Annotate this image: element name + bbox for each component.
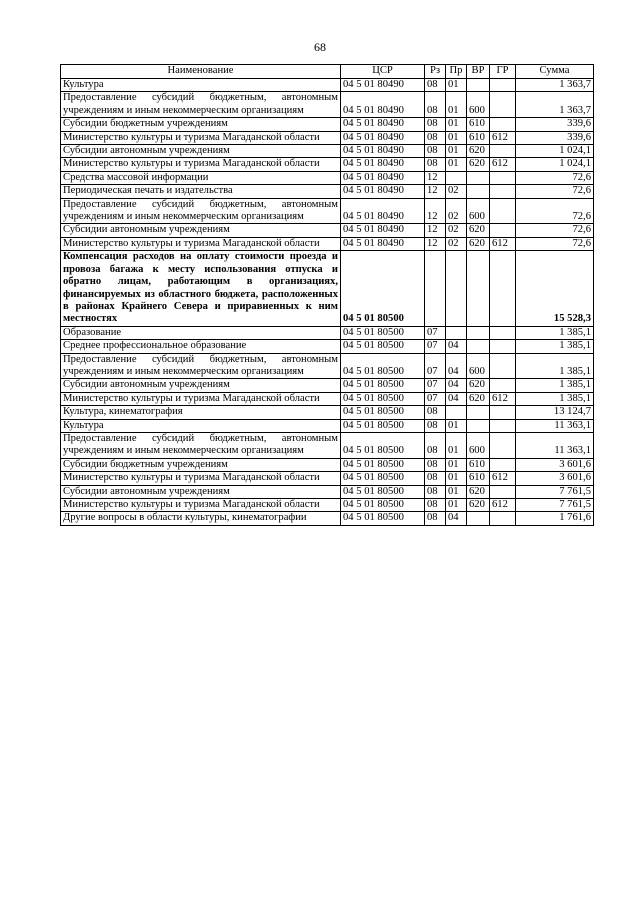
cell-sum: 72,6 <box>516 237 594 250</box>
cell-sum: 7 761,5 <box>516 499 594 512</box>
cell-pr <box>446 251 467 326</box>
cell-gr <box>490 198 516 224</box>
cell-rz: 08 <box>425 419 446 432</box>
cell-sum: 1 385,1 <box>516 340 594 353</box>
cell-pr: 01 <box>446 118 467 131</box>
cell-sum: 1 385,1 <box>516 326 594 339</box>
table-row <box>61 419 594 432</box>
cell-vr: 620 <box>467 499 490 512</box>
cell-rz: 08 <box>425 472 446 485</box>
cell-csr: 04 5 01 80490 <box>341 237 425 250</box>
cell-gr <box>490 145 516 158</box>
cell-name: Среднее профессиональное образование <box>61 340 341 353</box>
cell-csr: 04 5 01 80490 <box>341 224 425 237</box>
cell-sum: 11 363,1 <box>516 419 594 432</box>
cell-vr <box>467 171 490 184</box>
cell-name: Министерство культуры и туризма Магаданской области <box>61 392 341 405</box>
header-pr: Пр <box>446 65 467 79</box>
cell-csr: 04 5 01 80500 <box>341 499 425 512</box>
cell-pr: 01 <box>446 79 467 92</box>
cell-name: Образование <box>61 326 341 339</box>
cell-pr: 01 <box>446 472 467 485</box>
cell-name: Предоставление субсидий бюджетным, автономным учреждениям и иным некоммерческим организациям <box>61 92 341 118</box>
table-row <box>61 131 594 144</box>
cell-csr: 04 5 01 80500 <box>341 379 425 392</box>
cell-pr: 02 <box>446 224 467 237</box>
cell-csr: 04 5 01 80490 <box>341 131 425 144</box>
cell-vr: 610 <box>467 118 490 131</box>
table-row <box>61 237 594 250</box>
table-row <box>61 512 594 525</box>
cell-gr <box>490 79 516 92</box>
cell-pr: 01 <box>446 499 467 512</box>
cell-gr <box>490 485 516 498</box>
cell-name: Субсидии бюджетным учреждениям <box>61 118 341 131</box>
cell-rz: 08 <box>425 512 446 525</box>
cell-rz: 08 <box>425 131 446 144</box>
cell-name: Средства массовой информации <box>61 171 341 184</box>
cell-pr: 02 <box>446 198 467 224</box>
cell-name: Культура, кинематография <box>61 406 341 419</box>
cell-vr: 610 <box>467 131 490 144</box>
cell-vr: 620 <box>467 158 490 171</box>
cell-pr: 04 <box>446 353 467 379</box>
cell-pr: 04 <box>446 340 467 353</box>
budget-table <box>60 64 594 526</box>
header-gr: ГР <box>490 65 516 79</box>
cell-name: Министерство культуры и туризма Магаданской области <box>61 499 341 512</box>
cell-name: Субсидии автономным учреждениям <box>61 224 341 237</box>
cell-vr: 600 <box>467 198 490 224</box>
cell-gr <box>490 353 516 379</box>
cell-gr <box>490 379 516 392</box>
cell-sum: 1 363,7 <box>516 79 594 92</box>
cell-csr: 04 5 01 80500 <box>341 458 425 471</box>
cell-vr <box>467 512 490 525</box>
cell-pr: 01 <box>446 432 467 458</box>
table-row <box>61 224 594 237</box>
table-row <box>61 171 594 184</box>
cell-sum: 1 363,7 <box>516 92 594 118</box>
table-row <box>61 406 594 419</box>
cell-csr: 04 5 01 80500 <box>341 326 425 339</box>
cell-rz: 07 <box>425 379 446 392</box>
table-row <box>61 340 594 353</box>
cell-pr: 01 <box>446 145 467 158</box>
cell-sum: 1 761,6 <box>516 512 594 525</box>
cell-gr: 612 <box>490 131 516 144</box>
cell-gr: 612 <box>490 472 516 485</box>
cell-pr: 04 <box>446 392 467 405</box>
cell-gr <box>490 92 516 118</box>
cell-rz: 12 <box>425 237 446 250</box>
cell-pr: 01 <box>446 419 467 432</box>
table-row <box>61 145 594 158</box>
cell-gr: 612 <box>490 158 516 171</box>
cell-gr <box>490 432 516 458</box>
cell-csr: 04 5 01 80490 <box>341 198 425 224</box>
cell-name: Министерство культуры и туризма Магаданской области <box>61 237 341 250</box>
table-row <box>61 353 594 379</box>
cell-sum: 15 528,3 <box>516 251 594 326</box>
cell-rz: 08 <box>425 499 446 512</box>
cell-vr: 620 <box>467 379 490 392</box>
header-name: Наименование <box>61 65 341 79</box>
table-row <box>61 79 594 92</box>
cell-rz: 08 <box>425 79 446 92</box>
table-row <box>61 92 594 118</box>
header-rz: Рз <box>425 65 446 79</box>
cell-name: Министерство культуры и туризма Магаданской области <box>61 472 341 485</box>
cell-csr: 04 5 01 80500 <box>341 251 425 326</box>
cell-sum: 13 124,7 <box>516 406 594 419</box>
cell-csr: 04 5 01 80500 <box>341 406 425 419</box>
cell-vr: 620 <box>467 485 490 498</box>
cell-vr: 610 <box>467 458 490 471</box>
cell-vr: 600 <box>467 92 490 118</box>
table-row <box>61 198 594 224</box>
cell-pr: 01 <box>446 92 467 118</box>
cell-rz: 08 <box>425 118 446 131</box>
cell-csr: 04 5 01 80490 <box>341 92 425 118</box>
cell-sum: 3 601,6 <box>516 458 594 471</box>
cell-rz: 07 <box>425 353 446 379</box>
table-body <box>61 79 594 526</box>
cell-gr <box>490 326 516 339</box>
cell-rz: 08 <box>425 92 446 118</box>
cell-vr <box>467 340 490 353</box>
cell-vr <box>467 419 490 432</box>
cell-rz: 12 <box>425 224 446 237</box>
cell-gr <box>490 224 516 237</box>
cell-sum: 72,6 <box>516 224 594 237</box>
cell-rz: 08 <box>425 158 446 171</box>
cell-rz <box>425 251 446 326</box>
cell-rz: 07 <box>425 392 446 405</box>
cell-pr: 02 <box>446 237 467 250</box>
cell-pr: 04 <box>446 379 467 392</box>
cell-rz: 08 <box>425 145 446 158</box>
cell-csr: 04 5 01 80490 <box>341 118 425 131</box>
cell-gr <box>490 171 516 184</box>
cell-sum: 339,6 <box>516 131 594 144</box>
table-row <box>61 458 594 471</box>
cell-csr: 04 5 01 80500 <box>341 512 425 525</box>
cell-csr: 04 5 01 80500 <box>341 419 425 432</box>
cell-vr: 600 <box>467 353 490 379</box>
header-row <box>61 65 594 79</box>
cell-rz: 08 <box>425 458 446 471</box>
cell-name: Другие вопросы в области культуры, кинематографии <box>61 512 341 525</box>
cell-pr: 01 <box>446 458 467 471</box>
cell-pr: 04 <box>446 512 467 525</box>
cell-rz: 08 <box>425 406 446 419</box>
cell-rz: 08 <box>425 432 446 458</box>
cell-csr: 04 5 01 80490 <box>341 171 425 184</box>
cell-gr: 612 <box>490 392 516 405</box>
cell-name: Министерство культуры и туризма Магаданской области <box>61 131 341 144</box>
cell-csr: 04 5 01 80500 <box>341 353 425 379</box>
cell-gr: 612 <box>490 237 516 250</box>
cell-sum: 339,6 <box>516 118 594 131</box>
cell-vr: 620 <box>467 224 490 237</box>
cell-vr <box>467 79 490 92</box>
cell-vr: 620 <box>467 392 490 405</box>
table-row <box>61 472 594 485</box>
cell-vr <box>467 406 490 419</box>
cell-gr <box>490 406 516 419</box>
cell-gr <box>490 185 516 198</box>
cell-vr <box>467 326 490 339</box>
cell-csr: 04 5 01 80500 <box>341 340 425 353</box>
cell-pr: 02 <box>446 185 467 198</box>
cell-pr <box>446 326 467 339</box>
table-header <box>61 65 594 79</box>
cell-vr <box>467 185 490 198</box>
table-row <box>61 432 594 458</box>
cell-sum: 72,6 <box>516 171 594 184</box>
cell-csr: 04 5 01 80500 <box>341 472 425 485</box>
cell-gr <box>490 512 516 525</box>
cell-name: Министерство культуры и туризма Магаданской области <box>61 158 341 171</box>
cell-pr: 01 <box>446 485 467 498</box>
cell-csr: 04 5 01 80490 <box>341 145 425 158</box>
cell-gr: 612 <box>490 499 516 512</box>
cell-vr: 610 <box>467 472 490 485</box>
cell-name: Субсидии автономным учреждениям <box>61 145 341 158</box>
cell-gr <box>490 419 516 432</box>
cell-rz: 12 <box>425 198 446 224</box>
cell-sum: 3 601,6 <box>516 472 594 485</box>
table-row <box>61 118 594 131</box>
cell-name: Предоставление субсидий бюджетным, автономным учреждениям и иным некоммерческим организациям <box>61 432 341 458</box>
cell-sum: 1 024,1 <box>516 158 594 171</box>
cell-csr: 04 5 01 80490 <box>341 79 425 92</box>
cell-name: Субсидии бюджетным учреждениям <box>61 458 341 471</box>
table-row <box>61 251 594 326</box>
cell-sum: 1 385,1 <box>516 392 594 405</box>
header-csr: ЦСР <box>341 65 425 79</box>
cell-gr <box>490 118 516 131</box>
cell-sum: 72,6 <box>516 198 594 224</box>
cell-pr <box>446 171 467 184</box>
cell-csr: 04 5 01 80490 <box>341 158 425 171</box>
cell-name: Периодическая печать и издательства <box>61 185 341 198</box>
cell-name: Культура <box>61 79 341 92</box>
cell-vr <box>467 251 490 326</box>
cell-sum: 72,6 <box>516 185 594 198</box>
cell-csr: 04 5 01 80500 <box>341 432 425 458</box>
cell-gr <box>490 340 516 353</box>
table-row <box>61 485 594 498</box>
cell-vr: 620 <box>467 145 490 158</box>
cell-pr: 01 <box>446 158 467 171</box>
cell-csr: 04 5 01 80500 <box>341 392 425 405</box>
cell-sum: 1 385,1 <box>516 379 594 392</box>
cell-pr: 01 <box>446 131 467 144</box>
table-row <box>61 326 594 339</box>
cell-rz: 08 <box>425 485 446 498</box>
cell-name: Субсидии автономным учреждениям <box>61 379 341 392</box>
cell-vr: 620 <box>467 237 490 250</box>
cell-name: Культура <box>61 419 341 432</box>
cell-rz: 12 <box>425 171 446 184</box>
cell-sum: 7 761,5 <box>516 485 594 498</box>
cell-csr: 04 5 01 80490 <box>341 185 425 198</box>
table-row <box>61 499 594 512</box>
cell-gr <box>490 251 516 326</box>
cell-sum: 1 385,1 <box>516 353 594 379</box>
header-vr: ВР <box>467 65 490 79</box>
cell-rz: 07 <box>425 326 446 339</box>
table-row <box>61 185 594 198</box>
header-sum: Сумма <box>516 65 594 79</box>
table-row <box>61 392 594 405</box>
cell-pr <box>446 406 467 419</box>
cell-vr: 600 <box>467 432 490 458</box>
cell-name: Предоставление субсидий бюджетным, автономным учреждениям и иным некоммерческим организациям <box>61 353 341 379</box>
cell-name: Субсидии автономным учреждениям <box>61 485 341 498</box>
cell-rz: 07 <box>425 340 446 353</box>
cell-name: Компенсация расходов на оплату стоимости проезда и провоза багажа к месту использования отпуска и обратно лицам, работающим в организациях, финансируемых из областного бюджета, расположенных в районах Крайнего Севера и приравненных к ним местностях <box>61 251 341 326</box>
table-row <box>61 158 594 171</box>
cell-sum: 11 363,1 <box>516 432 594 458</box>
cell-name: Предоставление субсидий бюджетным, автономным учреждениям и иным некоммерческим организациям <box>61 198 341 224</box>
cell-gr <box>490 458 516 471</box>
page-number: 68 <box>314 40 326 54</box>
cell-csr: 04 5 01 80500 <box>341 485 425 498</box>
table-row <box>61 379 594 392</box>
cell-rz: 12 <box>425 185 446 198</box>
cell-sum: 1 024,1 <box>516 145 594 158</box>
